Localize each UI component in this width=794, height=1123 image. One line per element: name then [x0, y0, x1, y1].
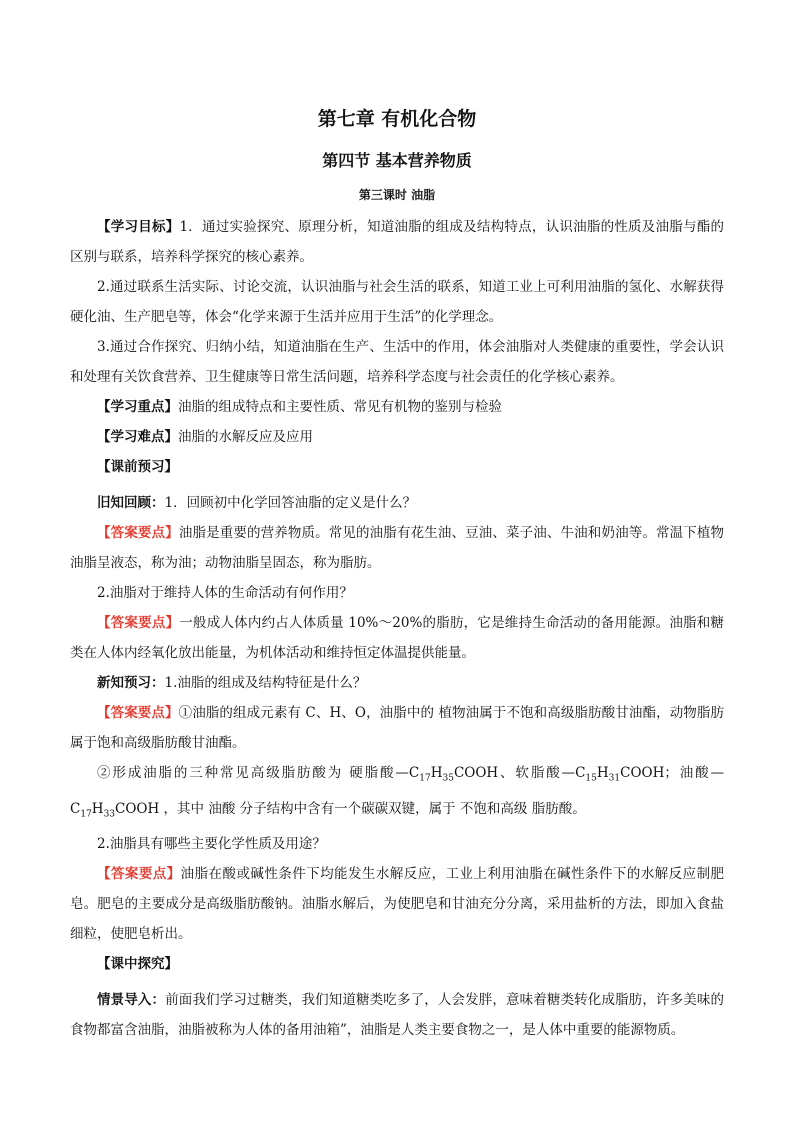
- focus-paragraph: 【学习重点】油脂的组成特点和主要性质、常见有机物的鉴别与检验: [97, 399, 502, 415]
- difficulty-paragraph: 【学习难点】油脂的水解反应及应用: [97, 429, 313, 445]
- intro-paragraph: 情景导入：前面我们学习过糖类，我们知道糖类吃多了，人会发胖，意味着糖类转化成脂肪，许多美味的食物都富含油脂，油脂被称为人体的备用油箱”，油脂是人类主要食物之一，是人体中重要的能源物质。: [70, 992, 725, 1039]
- preview-heading: 【课前预习】: [97, 459, 178, 475]
- chapter-title: 第七章 有机化合物: [317, 108, 477, 130]
- section-title: 第四节 基本营养物质: [322, 151, 472, 170]
- lesson-title: 第三课时 油脂: [358, 188, 436, 202]
- new-answer-2: 【答案要点】油脂在酸或碱性条件下均能发生水解反应，工业上利用油脂在碱性条件下的水解反应制肥皂。肥皂的主要成分是高级脂肪酸钠。油脂水解后，为使肥皂和甘油充分分离，采用盐析的方法，即加入食盐细粒，使肥皂析出。: [70, 866, 725, 943]
- new-question-1: 新知预习：1.油脂的组成及结构特征是什么？: [97, 675, 367, 691]
- new-answer-1b: ②形成油脂的三种常见高级脂肪酸为 硬脂酸$—C_{17}H_{35}COOH$、软脂酸$—C_{15}H_{31}COOH$；油酸$—C_{17}H_{33}COOH$ ，其中 油酸 分子结构中含有一个碳碳双键，属于 不饱和高级 脂肪酸。: [70, 765, 724, 820]
- goals-paragraph-3: 3.通过合作探究、归纳小结，知道油脂在生产、生活中的作用，体会油脂对人类健康的重要性，学会认识和处理有关饮食营养、卫生健康等日常生活问题，培养科学态度与社会责任的化学核心素养。: [70, 339, 724, 385]
- review-question-1: 旧知回顾：1．回顾初中化学回答油脂的定义是什么？: [97, 495, 417, 511]
- review-answer-1: 【答案要点】油脂是重要的营养物质。常见的油脂有花生油、豆油、菜子油、牛油和奶油等。常温下植物油脂呈液态，称为油；动物油脂呈固态，称为脂肪。: [70, 525, 725, 571]
- goals-paragraph-2: 2.通过联系生活实际、讨论交流，认识油脂与社会生活的联系，知道工业上可利用油脂的氢化、水解获得硬化油、生产肥皂等，体会“化学来源于生活并应用于生活”的化学理念。: [70, 279, 724, 325]
- goals-paragraph-1: 【学习目标】1．通过实验探究、原理分析，知道油脂的组成及结构特点，认识油脂的性质及油脂与酯的区别与联系，培养科学探究的核心素养。: [70, 219, 725, 265]
- review-answer-2: 【答案要点】一般成人体内约占人体质量 10%～20%的脂肪，它是维持生命活动的备用能源。油脂和糖类在人体内经氧化放出能量，为机体活动和维持恒定体温提供能量。: [70, 615, 725, 661]
- inclass-heading: 【课中探究】: [97, 956, 178, 973]
- review-question-2: 2.油脂对于维持人体的生命活动有何作用？: [97, 585, 353, 601]
- new-question-2: 2.油脂具有哪些主要化学性质及用途？: [97, 836, 326, 853]
- new-answer-1a: 【答案要点】①油脂的组成元素有 C、H、O，油脂中的 植物油属于不饱和高级脂肪酸甘油酯，动物脂肪属于饱和高级脂肪酸甘油酯。: [70, 705, 724, 751]
- document-body: [70, 212, 724, 1045]
